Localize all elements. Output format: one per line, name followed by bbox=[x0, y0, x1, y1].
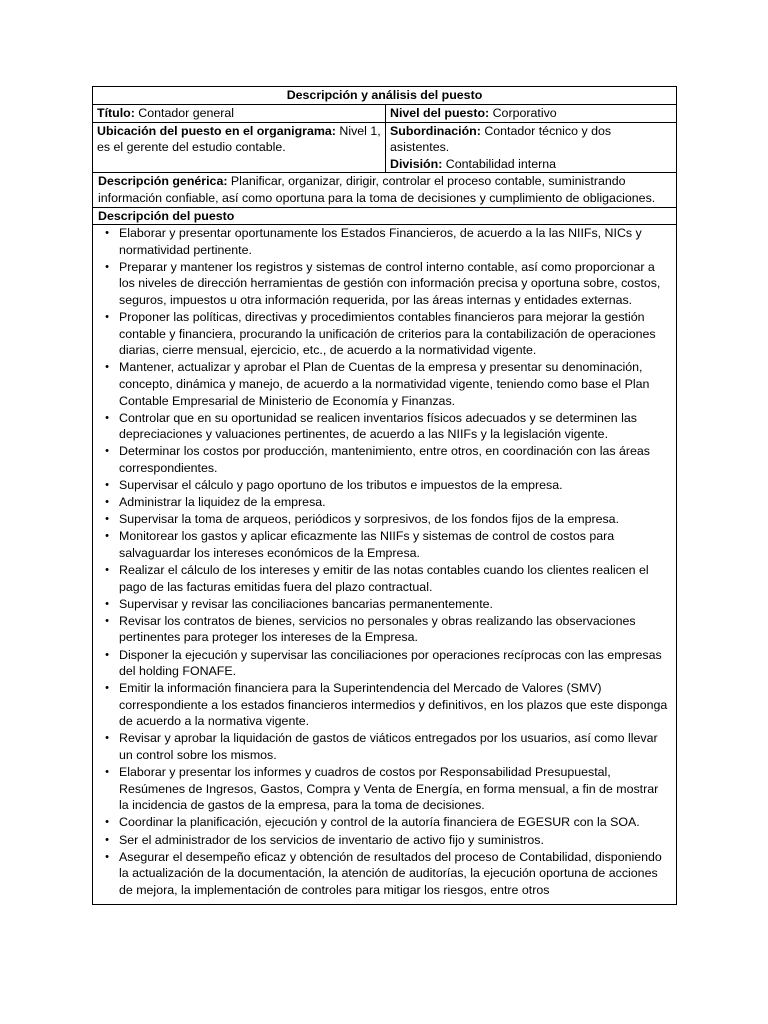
location-label: Ubicación del puesto en el organigrama: bbox=[97, 123, 336, 138]
bullet-icon: • bbox=[105, 260, 109, 273]
duty-item bbox=[99, 647, 670, 680]
bullet-icon: • bbox=[105, 530, 109, 543]
subordination-cell bbox=[386, 123, 676, 173]
duty-text: Emitir la información financiera para la Superintendencia del Mercado de Valores (SMV) correspondiente a los estados financieros intermedios y definitivos, en los plazos que este disponga de acuerdo a la normativa vigente. bbox=[119, 681, 668, 729]
generic-description-row bbox=[93, 172, 676, 206]
duty-item bbox=[99, 596, 670, 613]
duty-item bbox=[99, 225, 670, 258]
duty-item bbox=[99, 528, 670, 561]
generic-label: Descripción genérica: bbox=[98, 174, 228, 189]
bullet-icon: • bbox=[105, 850, 109, 863]
duty-item bbox=[99, 259, 670, 309]
generic-value: Planificar, organizar, dirigir, controlar el proceso contable, suministrando información confiable, así como oportuna para la toma de decisiones y cumplimiento de obligaciones. bbox=[98, 174, 656, 205]
duty-item bbox=[99, 477, 670, 494]
duty-item bbox=[99, 511, 670, 528]
subordination-line bbox=[390, 123, 672, 156]
job-description-table bbox=[92, 86, 677, 905]
duty-item bbox=[99, 814, 670, 831]
duties-header-row bbox=[93, 207, 676, 225]
bullet-icon: • bbox=[105, 648, 109, 661]
duty-text: Realizar el cálculo de los intereses y emitir de las notas contables cuando los clientes realicen el pago de las facturas emitidas fuera del plazo contractual. bbox=[119, 563, 649, 594]
duty-text: Determinar los costos por producción, mantenimiento, entre otros, en coordinación con las áreas correspondientes. bbox=[119, 444, 651, 475]
title-value: Contador general bbox=[138, 106, 235, 120]
division-label: División: bbox=[390, 156, 443, 171]
bullet-icon: • bbox=[105, 411, 109, 424]
duty-text: Asegurar el desempeño eficaz y obtención de resultados del proceso de Contabilidad, disponiendo la actualización de la documentación, la atención de auditorías, la ejecución oportuna de acciones de mejora, la implementación de controles para mitigar los riesgos, entre otros bbox=[119, 849, 662, 897]
bullet-icon: • bbox=[105, 564, 109, 577]
duty-item bbox=[99, 562, 670, 595]
duty-text: Proponer las políticas, directivas y procedimientos contables financieros para mejorar la gestión contable y financiera, procurando la unificación de criterios para la contabilización de operaciones diarias, cierre mensual, ejercicio, etc., de acuerdo a la normatividad vigente. bbox=[119, 310, 656, 358]
location-value: Nivel 1, es el gerente del estudio contable. bbox=[97, 123, 381, 155]
duty-text: Revisar y aprobar la liquidación de gastos de viáticos entregados por los usuarios, así como llevar un control sobre los mismos. bbox=[119, 731, 658, 763]
bullet-icon: • bbox=[105, 833, 109, 846]
duty-text: Elaborar y presentar oportunamente los Estados Financieros, de acuerdo a la las NIIFs, NICs y normatividad pertinente. bbox=[119, 226, 642, 257]
duty-text: Supervisar y revisar las conciliaciones bancarias permanentemente. bbox=[119, 596, 493, 611]
bullet-icon: • bbox=[105, 227, 109, 240]
level-label: Nivel del puesto: bbox=[390, 106, 490, 120]
duties-list bbox=[93, 224, 676, 904]
duty-text: Supervisar el cálculo y pago oportuno de los tributos e impuestos de la empresa. bbox=[119, 478, 563, 493]
subordination-value: Contador técnico y dos asistentes. bbox=[390, 123, 612, 155]
title-label: Título: bbox=[97, 106, 135, 120]
bullet-icon: • bbox=[105, 361, 109, 374]
duty-text: Preparar y mantener los registros y sistemas de control interno contable, así como proporcionar a los niveles de dirección herramientas de gestión con información precisa y oportuna sobre, costos, seguros, impuestos u otra información requerida, por las áreas internas y entidades externas. bbox=[119, 259, 661, 308]
duty-text: Disponer la ejecución y supervisar las conciliaciones por operaciones recíprocas con las empresas del holding FONAFE. bbox=[119, 647, 662, 679]
duty-text: Monitorear los gastos y aplicar eficazmente las NIIFs y sistemas de control de costos para salvaguardar los intereses económicos de la Empresa. bbox=[119, 529, 615, 560]
bullet-icon: • bbox=[105, 513, 109, 526]
bullet-icon: • bbox=[105, 816, 109, 829]
bullet-icon: • bbox=[105, 479, 109, 492]
bullet-icon: • bbox=[105, 732, 109, 745]
table-heading: Descripción y análisis del puesto bbox=[286, 88, 483, 102]
bullet-icon: • bbox=[105, 445, 109, 458]
duties-label: Descripción del puesto bbox=[98, 208, 235, 223]
duty-item bbox=[99, 494, 670, 511]
duty-text: Supervisar la toma de arqueos, periódicos y sorpresivos, de los fondos fijos de la empresa. bbox=[119, 512, 620, 527]
division-line bbox=[390, 156, 672, 173]
duty-text: Administrar la liquidez de la empresa. bbox=[119, 495, 326, 510]
table-heading-row bbox=[93, 87, 676, 104]
bullet-icon: • bbox=[105, 766, 109, 779]
bullet-icon: • bbox=[105, 311, 109, 324]
bullet-icon: • bbox=[105, 682, 109, 695]
division-value: Contabilidad interna bbox=[445, 156, 556, 171]
duty-text: Mantener, actualizar y aprobar el Plan de Cuentas de la empresa y presentar su denominación, concepto, dinámica y manejo, de acuerdo a la normatividad vigente, teniendo como base el Plan Contable Empresarial de Ministerio de Economía y Finanzas. bbox=[119, 360, 650, 408]
duty-item bbox=[99, 764, 670, 814]
duty-item bbox=[99, 849, 670, 899]
duty-text: Elaborar y presentar los informes y cuadros de costos por Responsabilidad Presupuestal, Resúmenes de Ingresos, Gastos, Compra y Venta de Energía, en forma mensual, a fin de mostrar la incidencia de gastos de la empresa, para la toma de decisiones. bbox=[119, 765, 659, 813]
bullet-icon: • bbox=[105, 597, 109, 610]
duty-item bbox=[99, 832, 670, 849]
duty-text: Controlar que en su oportunidad se realicen inventarios físicos adecuados y se determinen las depreciaciones y valuaciones pertinentes, de acuerdo a las NIIFs y la legislación vigente. bbox=[119, 410, 637, 442]
duty-item bbox=[99, 443, 670, 476]
level-cell bbox=[386, 105, 676, 122]
title-cell bbox=[93, 105, 386, 122]
duty-item bbox=[99, 613, 670, 646]
duty-item bbox=[99, 680, 670, 730]
duty-text: Coordinar la planificación, ejecución y control de la autoría financiera de EGESUR con la SOA. bbox=[119, 815, 640, 830]
subordination-label: Subordinación: bbox=[390, 123, 481, 138]
bullet-icon: • bbox=[105, 496, 109, 509]
level-value: Corporativo bbox=[492, 106, 557, 120]
location-cell bbox=[93, 123, 386, 173]
duty-item bbox=[99, 730, 670, 763]
location-subordination-row bbox=[93, 122, 676, 173]
bullet-icon: • bbox=[105, 614, 109, 627]
duty-item bbox=[99, 410, 670, 443]
duty-item bbox=[99, 359, 670, 409]
duty-item bbox=[99, 309, 670, 359]
title-level-row bbox=[93, 104, 676, 122]
duty-text: Revisar los contratos de bienes, servicios no personales y obras realizando las observaciones pertinentes para proteger los intereses de la Empresa. bbox=[119, 613, 636, 645]
duty-text: Ser el administrador de los servicios de inventario de activo fijo y suministros. bbox=[119, 832, 544, 847]
